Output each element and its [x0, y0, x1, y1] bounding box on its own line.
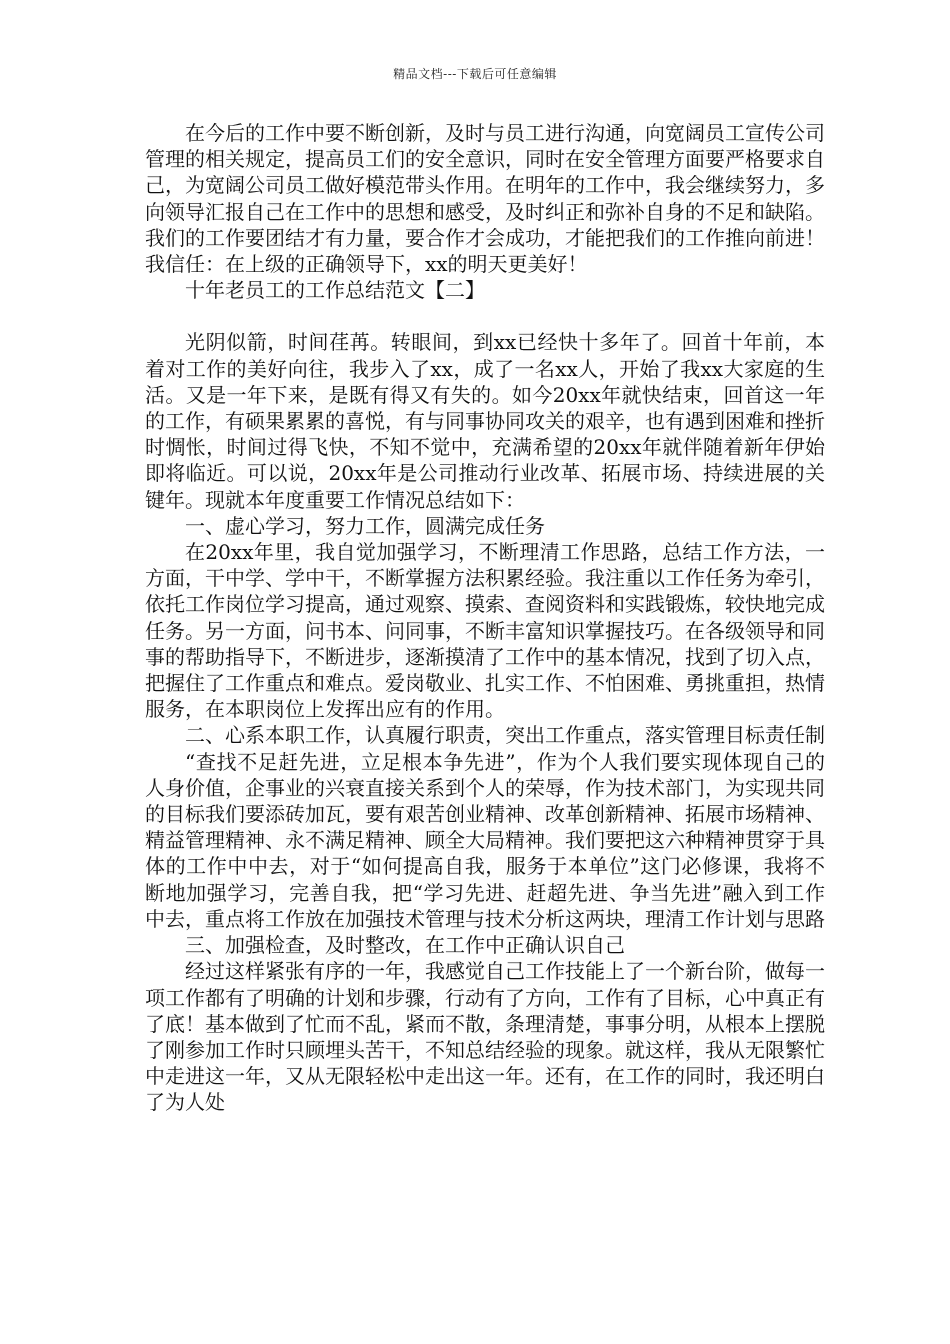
blank-line [145, 303, 825, 329]
section-title: 十年老员工的工作总结范文【二】 [185, 278, 485, 303]
paragraph-section-2: “查找不足赶先进，立足根本争先进”，作为个人我们要实现体现自己的人身价值，企事业的兴衰直接关系到个人的荣辱，作为技术部门，为实现共同的目标我们要添砖加瓦，要有艰苦创业精神、改革创新精神、拓展市场精神、精益管理精神、永不满足精神、顾全大局精神。我们要把这六种精神贯穿于具体的工作中中去，对于“如何提高自我，服务于本单位”这门必修课，我将不断地加强学习，完善自我，把“学习先进、赶超先进、争当先进”融入到工作中去，重点将工作放在加强技术管理与技术分析这两块，理清工作计划与思路 [145, 749, 825, 931]
paragraph-closing: 在今后的工作中要不断创新，及时与员工进行沟通，向宽阔员工宣传公司管理的相关规定，提高员工们的安全意识，同时在安全管理方面要严格要求自己，为宽阔公司员工做好模范带头作用。在明年的工作中，我会继续努力，多向领导汇报自己在工作中的思想和感受，及时纠正和弥补自身的不足和缺陷。我们的工作要团结才有力量，要合作才会成功，才能把我们的工作推向前进！我信任：在上级的正确领导下，xx的明天更美好！ [145, 121, 825, 277]
paragraph-section-3: 经过这样紧张有序的一年，我感觉自己工作技能上了一个新台阶，做每一项工作都有了明确的计划和步骤，行动有了方向，工作有了目标，心中真正有了底！基本做到了忙而不乱，紧而不散，条理清楚，事事分明，从根本上摆脱了刚参加工作时只顾埋头苦干，不知总结经验的现象。就这样，我从无限繁忙中走进这一年，又从无限轻松中走出这一年。还有，在工作的同时，我还明白了为人处 [145, 959, 825, 1115]
heading-section-2: 二、心系本职工作，认真履行职责，突出工作重点，落实管理目标责任制 [185, 723, 825, 748]
document-body [145, 120, 825, 1116]
heading-section-1: 一、虚心学习，努力工作，圆满完成任务 [185, 513, 545, 538]
paragraph-section-1: 在20xx年里，我自觉加强学习，不断理清工作思路，总结工作方法，一方面，干中学、学中干，不断掌握方法积累经验。我注重以工作任务为牵引，依托工作岗位学习提高，通过观察、摸索、查阅资料和实践锻炼，较快地完成任务。另一方面，问书本、问同事，不断丰富知识掌握技巧。在各级领导和同事的帮助指导下，不断进步，逐渐摸清了工作中的基本情况，找到了切入点，把握住了工作重点和难点。爱岗敬业、扎实工作、不怕困难、勇挑重担，热情服务，在本职岗位上发挥出应有的作用。 [145, 540, 825, 722]
heading-section-3: 三、加强检查，及时整改，在工作中正确认识自己 [185, 933, 625, 958]
paragraph-intro: 光阴似箭，时间荏苒。转眼间，到xx已经快十多年了。回首十年前，本着对工作的美好向往，我步入了xx，成了一名xx人，开始了我xx大家庭的生活。又是一年下来，是既有得又有失的。如今20xx年就快结束，回首这一年的工作，有硕果累累的喜悦，有与同事协同攻关的艰辛，也有遇到困难和挫折时惆怅，时间过得飞快，不知不觉中，充满希望的20xx年就伴随着新年伊始即将临近。可以说，20xx年是公司推动行业改革、拓展市场、持续进展的关键年。现就本年度重要工作情况总结如下： [145, 330, 825, 512]
page-header: 精品文档---下载后可任意编辑 [393, 67, 557, 81]
